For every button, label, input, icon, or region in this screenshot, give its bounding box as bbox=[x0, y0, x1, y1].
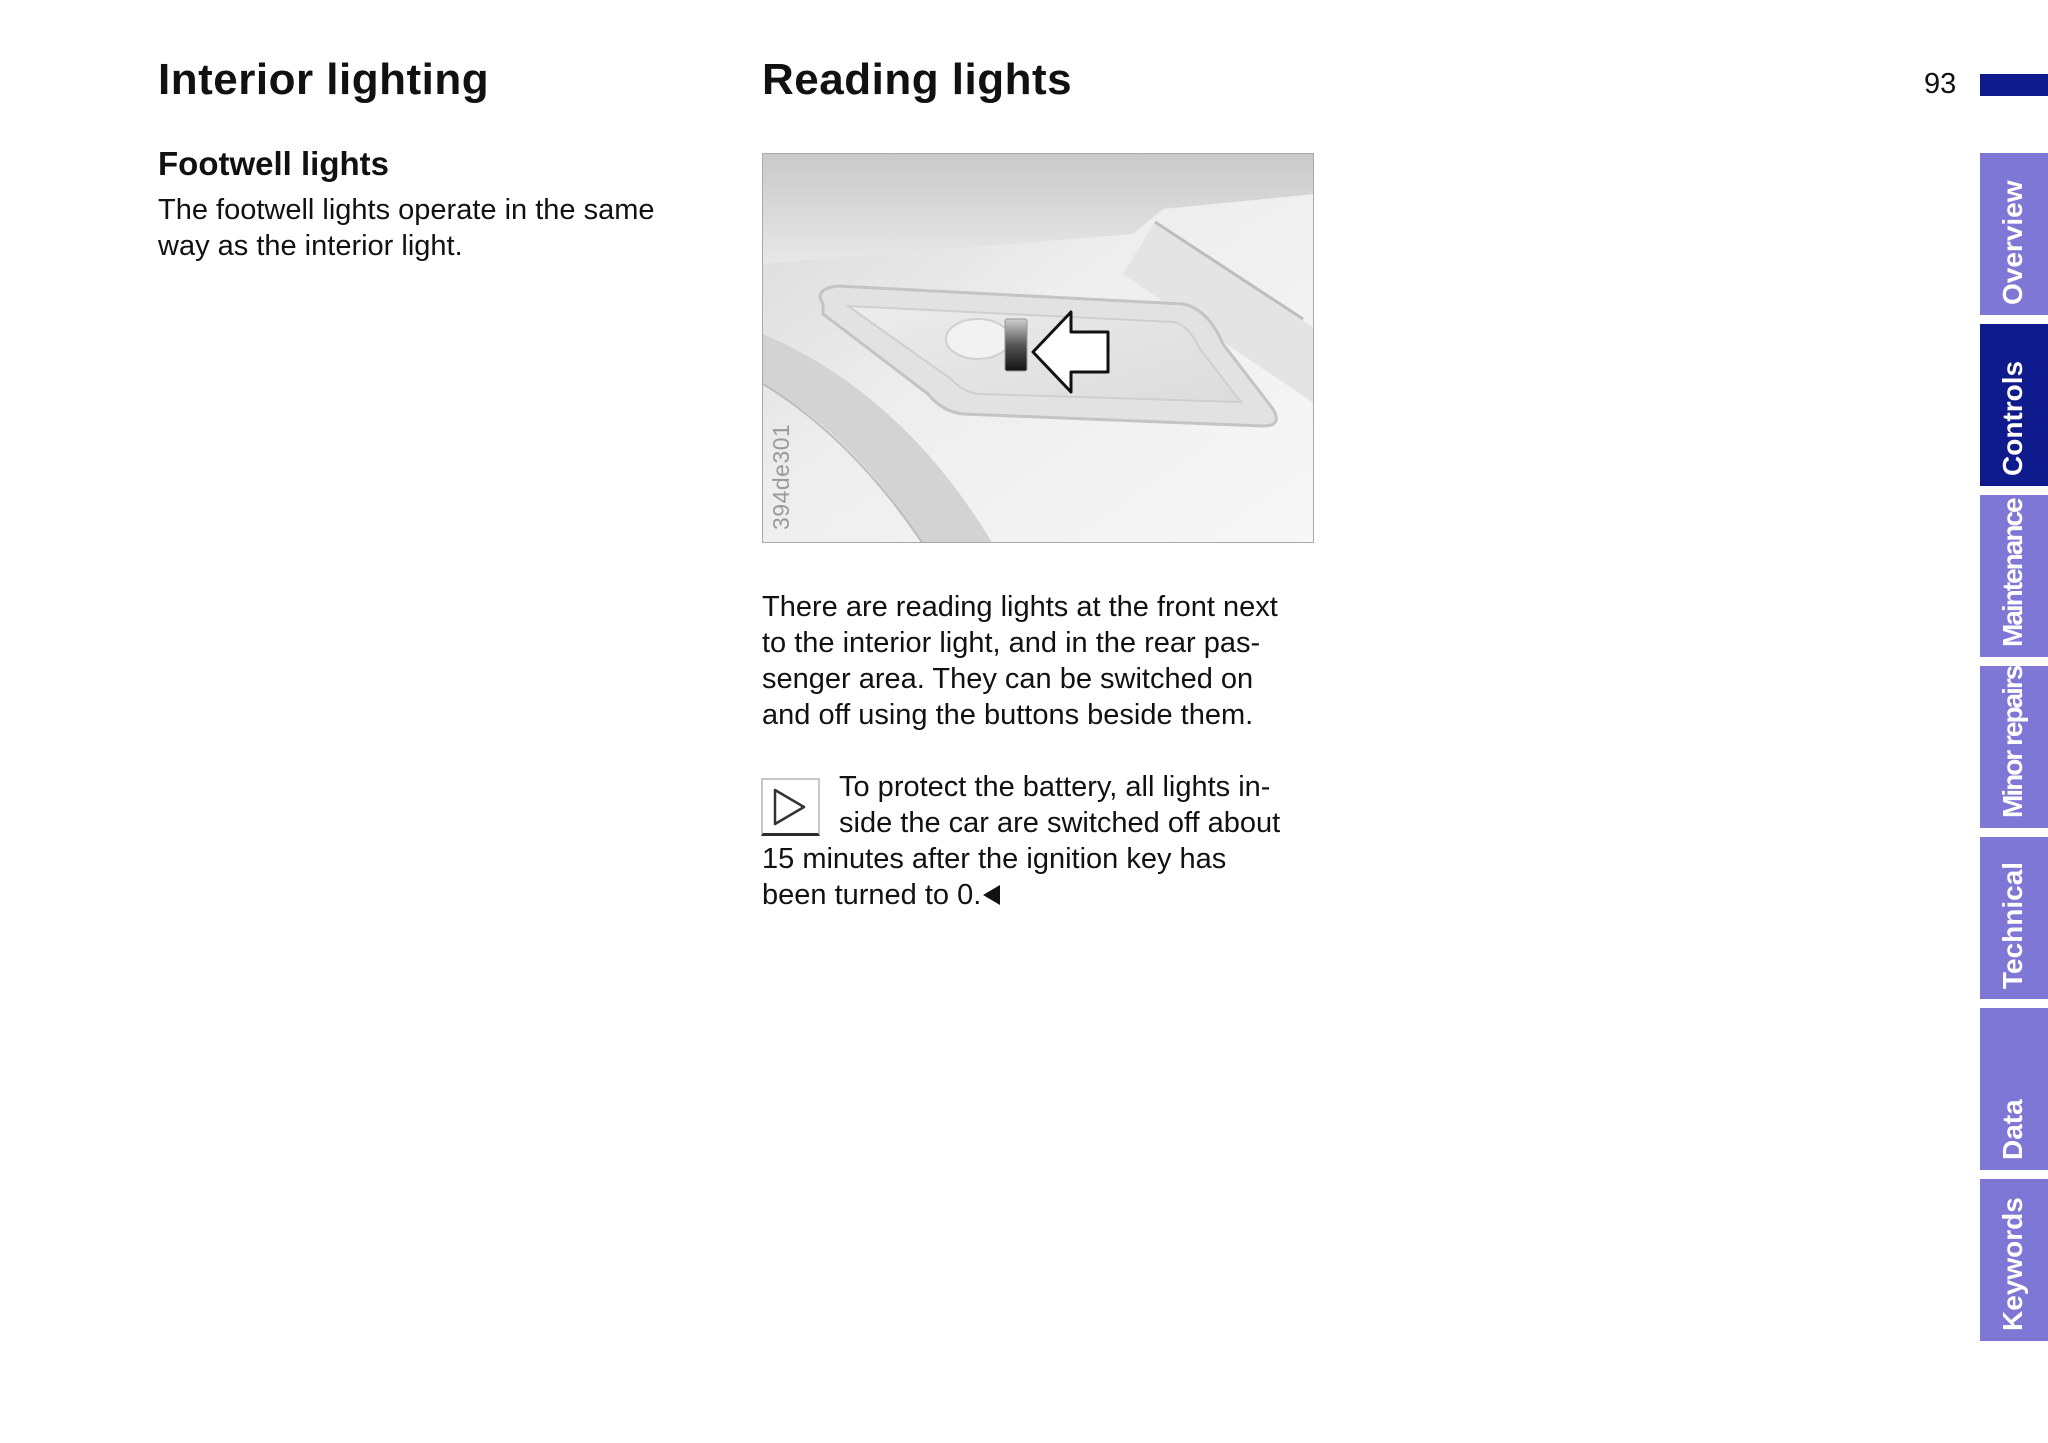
tab-label: Data bbox=[1997, 1099, 2028, 1160]
text-line: To protect the battery, all lights in- bbox=[839, 771, 1271, 803]
battery-note bbox=[762, 769, 1280, 913]
text-line: to the interior light, and in the rear pas- bbox=[762, 627, 1261, 659]
subheading-footwell-lights: Footwell lights bbox=[158, 145, 389, 182]
tab-keywords[interactable] bbox=[1980, 1179, 2048, 1341]
page-marker-bar bbox=[1980, 74, 2048, 96]
reading-lights-paragraph bbox=[762, 589, 1278, 733]
text-line: The footwell lights operate in the same bbox=[158, 194, 655, 226]
footwell-paragraph bbox=[158, 192, 655, 264]
tab-label: Controls bbox=[1997, 360, 2028, 476]
section-title-reading-lights: Reading lights bbox=[762, 55, 1073, 104]
tab-technical[interactable] bbox=[1980, 837, 2048, 999]
reading-light-illustration bbox=[762, 153, 1314, 543]
text-line: 15 minutes after the ignition key has bbox=[762, 843, 1227, 875]
image-code: 394de301 bbox=[768, 423, 794, 530]
tab-label: Keywords bbox=[1997, 1197, 2028, 1331]
tab-maintenance[interactable] bbox=[1980, 495, 2048, 657]
text-line: senger area. They can be switched on bbox=[762, 663, 1254, 695]
tab-label: Maintenance bbox=[1997, 499, 2028, 647]
section-title-interior-lighting: Interior lighting bbox=[158, 55, 490, 104]
text-line-last bbox=[762, 877, 1280, 913]
text-line: There are reading lights at the front next bbox=[762, 591, 1278, 623]
tab-overview[interactable] bbox=[1980, 153, 2048, 315]
tab-data[interactable] bbox=[1980, 1008, 2048, 1170]
text-line: side the car are switched off about bbox=[839, 807, 1281, 839]
tab-label: Minor repairs bbox=[1997, 666, 2028, 818]
end-of-note-icon bbox=[983, 885, 1000, 905]
tab-label: Technical bbox=[1997, 861, 2028, 989]
text-line: way as the interior light. bbox=[158, 230, 463, 262]
page-number: 93 bbox=[1924, 68, 1957, 100]
tab-minor-repairs[interactable] bbox=[1980, 666, 2048, 828]
text-line: and off using the buttons beside them. bbox=[762, 699, 1254, 731]
text-line: been turned to 0. bbox=[762, 879, 982, 911]
tab-controls[interactable] bbox=[1980, 324, 2048, 486]
tab-label: Overview bbox=[1997, 180, 2028, 305]
